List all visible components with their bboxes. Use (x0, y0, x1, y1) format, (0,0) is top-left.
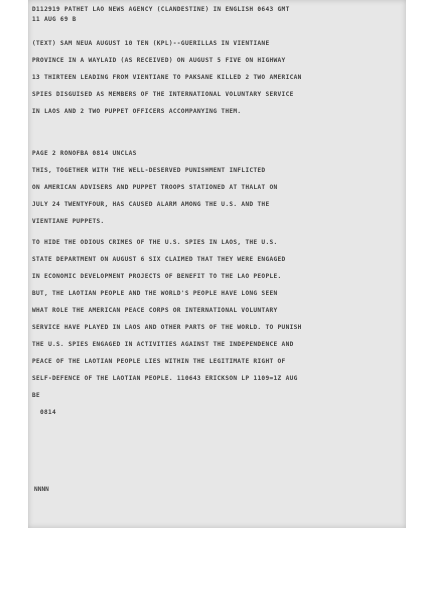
body-line: PROVINCE IN A WAYLAID (AS RECEIVED) ON AUGUST 5 FIVE ON HIGHWAY (32, 57, 286, 64)
body-line: ON AMERICAN ADVISERS AND PUPPET TROOPS STATIONED AT THALAT ON (32, 184, 278, 191)
header-line: D112919 PATHET LAO NEWS AGENCY (CLANDESTINE) IN ENGLISH 0643 GMT (32, 6, 290, 13)
body-line: STATE DEPARTMENT ON AUGUST 6 SIX CLAIMED THAT THEY WERE ENGAGED (32, 256, 286, 263)
body-line: 13 THIRTEEN LEADING FROM VIENTIANE TO PAKSANE KILLED 2 TWO AMERICAN (32, 74, 302, 81)
body-line: THIS, TOGETHER WITH THE WELL-DESERVED PUNISHMENT INFLICTED (32, 167, 266, 174)
body-line: SERVICE HAVE PLAYED IN LAOS AND OTHER PARTS OF THE WORLD. TO PUNISH (32, 324, 302, 331)
document-sheet (28, 0, 406, 528)
body-line: IN ECONOMIC DEVELOPMENT PROJECTS OF BENEFIT TO THE LAO PEOPLE. (32, 273, 282, 280)
body-line: TO HIDE THE ODIOUS CRIMES OF THE U.S. SPIES IN LAOS, THE U.S. (32, 239, 278, 246)
page-marker: PAGE 2 RONOFBA 0814 UNCLAS (32, 150, 137, 157)
body-line: BUT, THE LAOTIAN PEOPLE AND THE WORLD'S PEOPLE HAVE LONG SEEN (32, 290, 278, 297)
body-line: SPIES DISGUISED AS MEMBERS OF THE INTERNATIONAL VOLUNTARY SERVICE (32, 91, 294, 98)
body-line: THE U.S. SPIES ENGAGED IN ACTIVITIES AGAINST THE INDEPENDENCE AND (32, 341, 294, 348)
end-marker: 0814 (40, 409, 57, 416)
header-line: 11 AUG 69 B (32, 16, 77, 23)
body-line: BE (32, 392, 41, 399)
body-line: WHAT ROLE THE AMERICAN PEACE CORPS OR INTERNATIONAL VOLUNTARY (32, 307, 278, 314)
body-line: VIENTIANE PUPPETS. (32, 218, 105, 225)
body-line: IN LAOS AND 2 TWO PUPPET OFFICERS ACCOMPANYING THEM. (32, 108, 242, 115)
body-line: JULY 24 TWENTYFOUR, HAS CAUSED ALARM AMONG THE U.S. AND THE (32, 201, 270, 208)
body-line: (TEXT) SAM NEUA AUGUST 10 TEN (KPL)--GUERILLAS IN VIENTIANE (32, 40, 270, 47)
body-line: SELF-DEFENCE OF THE LAOTIAN PEOPLE. 110643 ERICKSON LP 1109=1Z AUG (32, 375, 298, 382)
body-line: PEACE OF THE LAOTIAN PEOPLE LIES WITHIN THE LEGITIMATE RIGHT OF (32, 358, 286, 365)
footer-marker: NNNN (34, 486, 49, 493)
